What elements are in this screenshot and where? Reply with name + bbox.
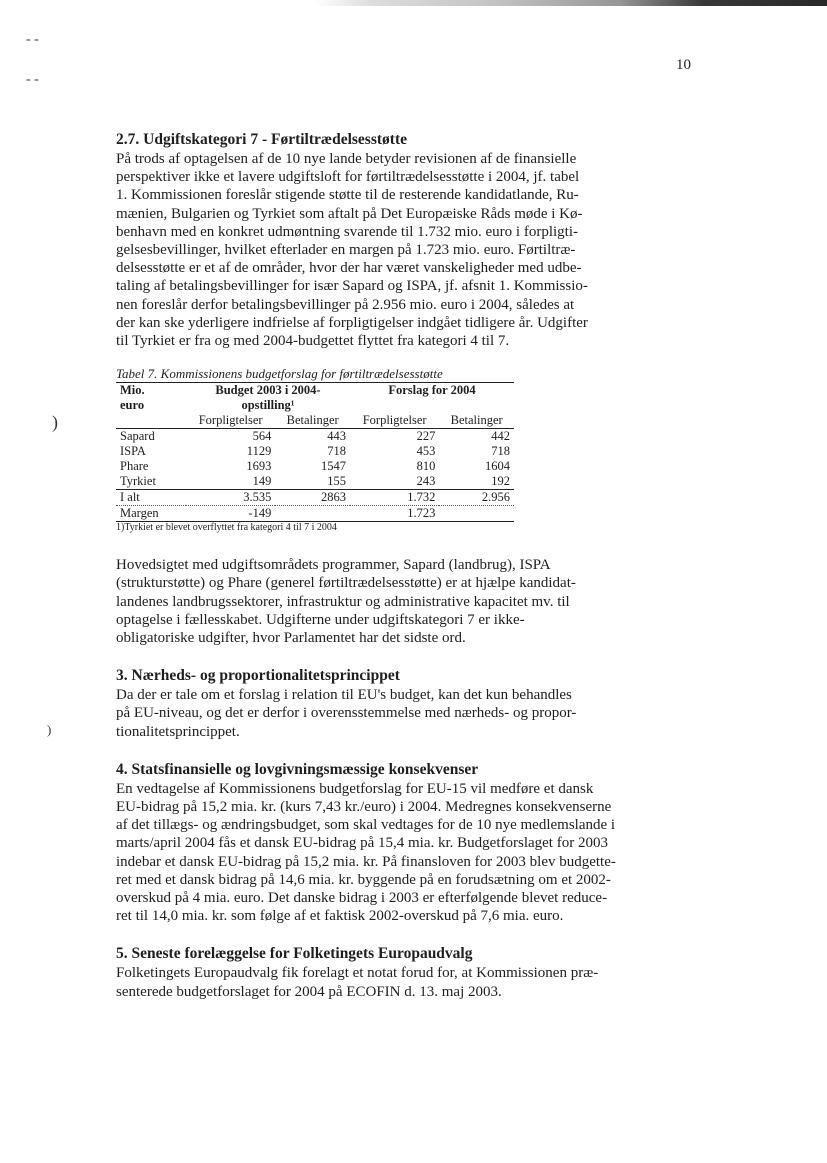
table-cell: 1604 (485, 459, 510, 474)
row-label: I alt (116, 490, 186, 506)
budget-table (116, 382, 514, 522)
table-cell: 564 (252, 429, 272, 444)
row-label: Sapard (120, 429, 155, 444)
table-cell: 810 (416, 459, 436, 474)
section-paragraph: På trods af optagelsen af de 10 nye lande betyder revisionen af de finansielle perspektiver ikke et lavere udgiftsloft for førtiltrædelsesstøtte i 2004, jf. tabel 1. Kommissionen foreslår stigende støtte til de resterende kandidatlande, Ru- mænien, Bulgarien og Tyrkiet som aftalt på Det Europæiske Råds møde i Kø- benhavn med en konkret udmøntning svarende til 1.732 mio. euro i forpligti- gelsesbevillinger, hvilket efterlader en margen på 1.723 mio. euro. Førtiltræ- delsesstøtte er et af de områder, hvor der har været vanskeligheder med udbe- taling af betalingsbevillinger for især Sapard og ISPA, jf. afsnit 1. Kommissio- nen foreslår derfor betalingsbevillinger på 2.956 mio. euro i 2004, således at der kan ske yderligere indfrielse af forpligtigelser indgået tidligere år. Udgifter til Tyrkiet er fra og med 2004-budgettet flyttet fra kategori 4 til 7. (116, 151, 588, 350)
table-header-cell (186, 383, 350, 414)
spacer (116, 534, 691, 556)
margin-mark: - - (26, 72, 39, 87)
table-cell: 1.732 (350, 490, 439, 506)
margin-bracket: ) (52, 412, 58, 432)
table-cell: 155 (327, 474, 346, 489)
table-header-cell (116, 413, 186, 429)
table-caption: Tabel 7. Kommissionens budgetforslag for førtiltrædelsesstøtte (116, 366, 443, 382)
header-group-label: opstilling¹ (241, 398, 295, 413)
table-cell (275, 506, 350, 522)
page-number: 10 (676, 57, 691, 73)
table-cell: 3.535 (186, 490, 275, 506)
table-row (116, 474, 514, 490)
header-unit-label: euro (120, 398, 145, 413)
document-body (116, 130, 691, 1001)
table-subheader-row (116, 413, 514, 429)
section-paragraph: Hovedsigtet med udgiftsområdets programmer, Sapard (landbrug), ISPA (strukturstøtte) og Phare (generel førtiltrædelsesstøtte) er at hjælpe kandidat- landenes landbrugssektorer, infrastruktur og administrative kapacitet mv. til optagelse i fællesskabet. Udgifterne under udgiftskategori 7 er ikke- obligatoriske udgifter, hvor Parlamentet har det sidste ord. (116, 557, 576, 647)
table-cell: 149 (252, 474, 272, 489)
spacer (116, 741, 691, 760)
table-cell: 442 (491, 429, 510, 444)
table-cell: 192 (491, 474, 510, 489)
table-cell: 1693 (246, 459, 272, 474)
table-cell: 1129 (246, 444, 272, 459)
row-label: Phare (120, 459, 149, 474)
margin-bracket: ) (47, 722, 52, 737)
table-cell: 1547 (320, 459, 346, 474)
table-header-cell: Betalinger (275, 413, 350, 429)
table-footnote: 1)Tyrkiet er blevet overflyttet fra kategori 4 til 7 i 2004 (116, 522, 337, 534)
section-paragraph: En vedtagelse af Kommissionens budgetforslag for EU-15 vil medføre et dansk EU-bidrag på 15,2 mia. kr. (kurs 7,43 kr./euro) i 2004. Medregnes konsekvenserne af det tillægs- og ændringsbudget, som skal vedtages for de 10 nye medlemslande i marts/april 2004 fås et dansk EU-bidrag på 15,4 mia. kr. Budgetforslaget for 2003 indebar et dansk EU-bidrag på 15,2 mia. kr. På finansloven for 2003 blev budgette- ret med et dansk bidrag på 14,6 mia. kr. byggende på en forudsætning om et 2002- overskud på 4 mia. euro. Det danske bidrag i 2003 er efterfølgende blevet reduce- ret til 14,0 mia. kr. som følge af et faktisk 2002-overskud på 7,6 mia. euro. (116, 780, 616, 925)
row-label: Tyrkiet (120, 474, 156, 489)
table-cell (439, 506, 514, 522)
header-group-label: Budget 2003 i 2004- (215, 383, 321, 398)
table-total-row (116, 490, 514, 506)
section-paragraph: Da der er tale om et forslag i relation til EU's budget, kan det kun behandles på EU-niveau, og det er derfor i overensstemmelse med nærheds- og propor- tionalitetsprincippet. (116, 687, 577, 740)
scan-edge-artifact (0, 0, 827, 6)
table-row (116, 444, 514, 459)
table-header-cell: Forpligtelser (186, 413, 275, 429)
table-header-cell (116, 383, 186, 414)
table-margin-row (116, 506, 514, 522)
spacer (116, 925, 691, 944)
section-heading: 2.7. Udgiftskategori 7 - Førtiltrædelsesstøtte (116, 131, 407, 148)
table-cell: 2863 (275, 490, 350, 506)
table-cell: 227 (416, 429, 436, 444)
table-header-cell: Betalinger (439, 413, 514, 429)
table-header-cell: Forpligtelser (350, 413, 439, 429)
row-label: ISPA (120, 444, 146, 459)
table-cell: 718 (491, 444, 510, 459)
table-cell: 453 (416, 444, 436, 459)
margin-mark: - - (26, 32, 39, 47)
table-header-row (116, 383, 514, 414)
table-cell: 243 (416, 474, 436, 489)
table-row (116, 429, 514, 445)
spacer (116, 647, 691, 666)
section-heading: 3. Nærheds- og proportionalitetsprincippet (116, 667, 400, 685)
table-header-cell: Forslag for 2004 (350, 383, 514, 414)
table-cell: 1.723 (350, 506, 439, 522)
section-heading: 4. Statsfinansielle og lovgivningsmæssige konsekvenser (116, 760, 479, 778)
row-label: Margen (116, 506, 186, 522)
table-row (116, 459, 514, 474)
table-cell: 443 (327, 429, 346, 444)
table-cell: -149 (186, 506, 275, 522)
header-unit-label: Mio. (120, 383, 145, 398)
section-paragraph: Folketingets Europaudvalg fik forelagt et notat forud for, at Kommissionen præ- senterede budgetforslaget for 2004 på ECOFIN d. 13. maj 2003. (116, 965, 599, 1000)
section-heading: 5. Seneste forelæggelse for Folketingets Europaudvalg (116, 945, 473, 963)
table-cell: 718 (327, 444, 346, 459)
table-cell: 2.956 (439, 490, 514, 506)
